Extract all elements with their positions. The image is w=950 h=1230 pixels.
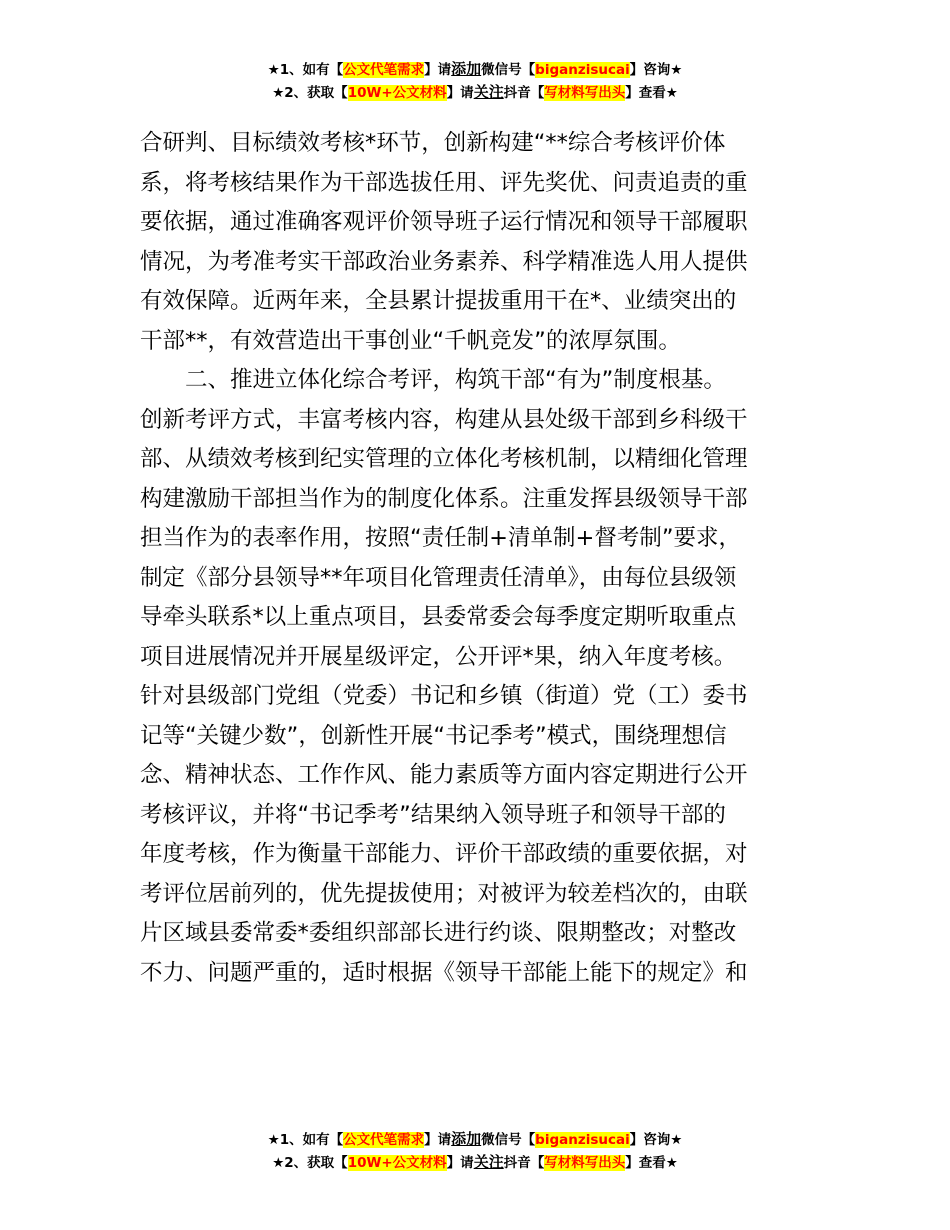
banner-underline: 添加 (451, 60, 482, 78)
banner-highlight: 公文代笔需求 (343, 1132, 425, 1148)
douyin-account-highlight: 写材料写出头 (544, 85, 626, 101)
text-line: 要依据，通过准确客观评价领导班子运行情况和领导干部履职 (140, 209, 748, 235)
banner-highlight: 10W+公文材料 (347, 85, 447, 101)
banner-text: 】查看★ (625, 1155, 678, 1171)
section-heading: 二、推进立体化综合考评，构筑干部“有为”制度根基。 (185, 367, 726, 393)
banner-text: 】请 (424, 1132, 452, 1148)
banner-line-1 (0, 1128, 950, 1151)
text-line: 针对县级部门党组（党委）书记和乡镇（街道）党（工）委书 (140, 683, 748, 709)
banner-text: ★2、获取【 (272, 85, 348, 101)
banner-text: 】请 (424, 62, 452, 78)
text-line: 制定《部分县领导**年项目化管理责任清单》，由每位县级领 (140, 564, 737, 591)
banner-highlight: 公文代笔需求 (343, 62, 425, 78)
document-body (140, 124, 815, 993)
wechat-id-highlight: biganzisucai (535, 1132, 630, 1148)
banner-text: ★1、如有【 (267, 1132, 344, 1148)
banner-text: ★2、获取【 (272, 1155, 348, 1171)
banner-text: 微信号【 (481, 1132, 536, 1148)
banner-text: 抖音【 (503, 1155, 545, 1171)
banner-text: 】请 (446, 1155, 474, 1171)
footer-banner (0, 1128, 950, 1174)
banner-line-1 (0, 58, 950, 81)
banner-text: ★1、如有【 (267, 62, 344, 78)
text-line: 部、从绩效考核到纪实管理的立体化考核机制，以精细化管理 (140, 446, 748, 472)
text-line: 考核评议，并将“书记季考”结果纳入领导班子和领导干部的 (140, 801, 726, 828)
banner-text: 】咨询★ (629, 62, 683, 78)
text-line: 年度考核，作为衡量干部能力、评价干部政绩的重要依据，对 (140, 841, 748, 867)
text-line: 系，将考核结果作为干部选拔任用、评先奖优、问责追责的重 (140, 169, 748, 196)
banner-text: 】咨询★ (629, 1132, 683, 1148)
text-line: 担当作为的表率作用，按照“责任制+清单制+督考制”要求， (140, 525, 742, 551)
text-line: 构建激励干部担当作为的制度化体系。注重发挥县级领导干部 (140, 485, 748, 512)
text-line: 合研判、目标绩效考核*环节，创新构建“**综合考核评价体 (140, 130, 726, 156)
text-line: 有效保障。近两年来，全县累计提拔重用干在*、业绩突出的 (140, 288, 737, 314)
banner-text: 抖音【 (503, 85, 545, 101)
banner-highlight: 10W+公文材料 (347, 1155, 447, 1171)
text-line: 项目进展情况并开展星级评定，公开评*果，纳入年度考核。 (140, 643, 737, 670)
banner-text: 】请 (446, 85, 474, 101)
text-line: 念、精神状态、工作作风、能力素质等方面内容定期进行公开 (140, 762, 748, 788)
text-line: 干部**，有效营造出干事创业“千帆竞发”的浓厚氛围。 (140, 327, 681, 354)
header-banner (0, 58, 950, 104)
banner-underline: 关注 (473, 1153, 504, 1171)
text-line: 不力、问题严重的，适时根据《领导干部能上能下的规定》和 (140, 959, 748, 986)
banner-underline: 关注 (473, 83, 504, 101)
text-line: 创新考评方式，丰富考核内容，构建从县处级干部到乡科级干 (140, 406, 748, 433)
banner-underline: 添加 (451, 1130, 482, 1148)
text-line: 片区域县委常委*委组织部部长进行约谈、限期整改；对整改 (140, 920, 737, 946)
text-line: 记等“关键少数”，创新性开展“书记季考”模式，围绕理想信 (140, 722, 727, 749)
banner-line-2 (0, 81, 950, 104)
text-line: 导牵头联系*以上重点项目，县委常委会每季度定期听取重点 (140, 604, 737, 630)
text-line: 情况，为考准考实干部政治业务素养、科学精准选人用人提供 (140, 248, 748, 275)
douyin-account-highlight: 写材料写出头 (544, 1155, 626, 1171)
banner-text: 】查看★ (625, 85, 678, 101)
banner-text: 微信号【 (481, 62, 536, 78)
banner-line-2 (0, 1151, 950, 1174)
wechat-id-highlight: biganzisucai (535, 62, 630, 78)
text-line: 考评位居前列的，优先提拔使用；对被评为较差档次的，由联 (140, 880, 748, 907)
